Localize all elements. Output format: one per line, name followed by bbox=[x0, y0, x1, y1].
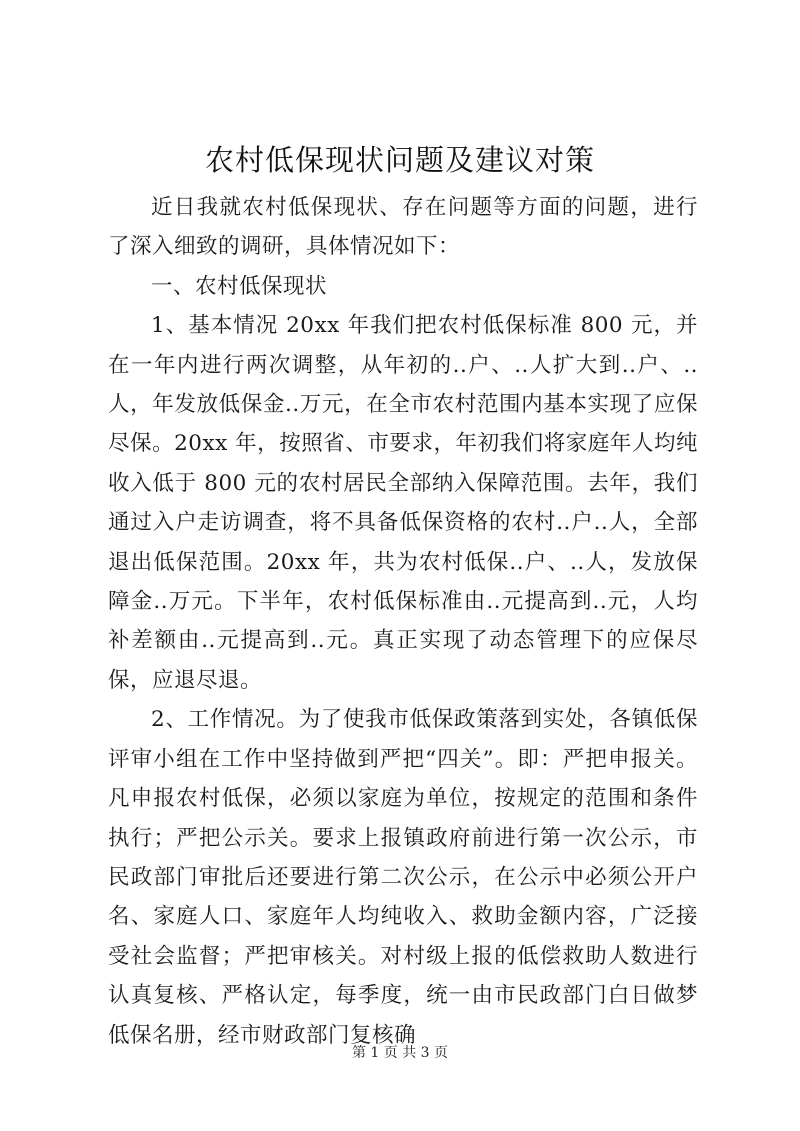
paragraph-intro: 近日我就农村低保现状、存在问题等方面的问题，进行了深入细致的调研，具体情况如下： bbox=[108, 195, 698, 260]
paragraph-basic-situation: 1、基本情况 20xx 年我们把农村低保标准 800 元，并在一年内进行两次调整，从年初的..户、..人扩大到..户、..人，年发放低保金..万元，在全市农村范围内基本实现了应保尽保。20xx 年，按照省、市要求，年初我们将家庭年人均纯收入低于 800 元的农村居民全部纳入保障范围。去年，我们通过入户走访调查，将不具备低保资格的农村..户..人，全部退出低保范围。20xx 年，共为农村低保..户、..人，发放保障金..万元。下半年，农村低保标准由..元提高到..元，人均补差额由..元提高到..元。真正实现了动态管理下的应保尽保，应退尽退。 bbox=[108, 313, 698, 693]
document-title: 农村低保现状问题及建议对策 bbox=[204, 143, 595, 177]
page-footer: 第 1 页 共 3 页 bbox=[351, 1045, 449, 1061]
document-body bbox=[108, 188, 698, 1055]
section-heading-1: 一、农村低保现状 bbox=[151, 273, 328, 299]
paragraph-work-situation: 2、工作情况。为了使我市低保政策落到实处，各镇低保评审小组在工作中坚持做到严把“四关”。即：严把申报关。凡申报农村低保，必须以家庭为单位，按规定的范围和条件执行；严把公示关。要求上报镇政府前进行第一次公示，市民政部门审批后还要进行第二次公示，在公示中必须公开户名、家庭人口、家庭年人均纯收入、救助金额内容，广泛接受社会监督；严把审核关。对村级上报的低偿救助人数进行认真复核、严格认定，每季度，统一由市民政部门白日做梦低保名册，经市财政部门复核确 bbox=[108, 707, 698, 1048]
